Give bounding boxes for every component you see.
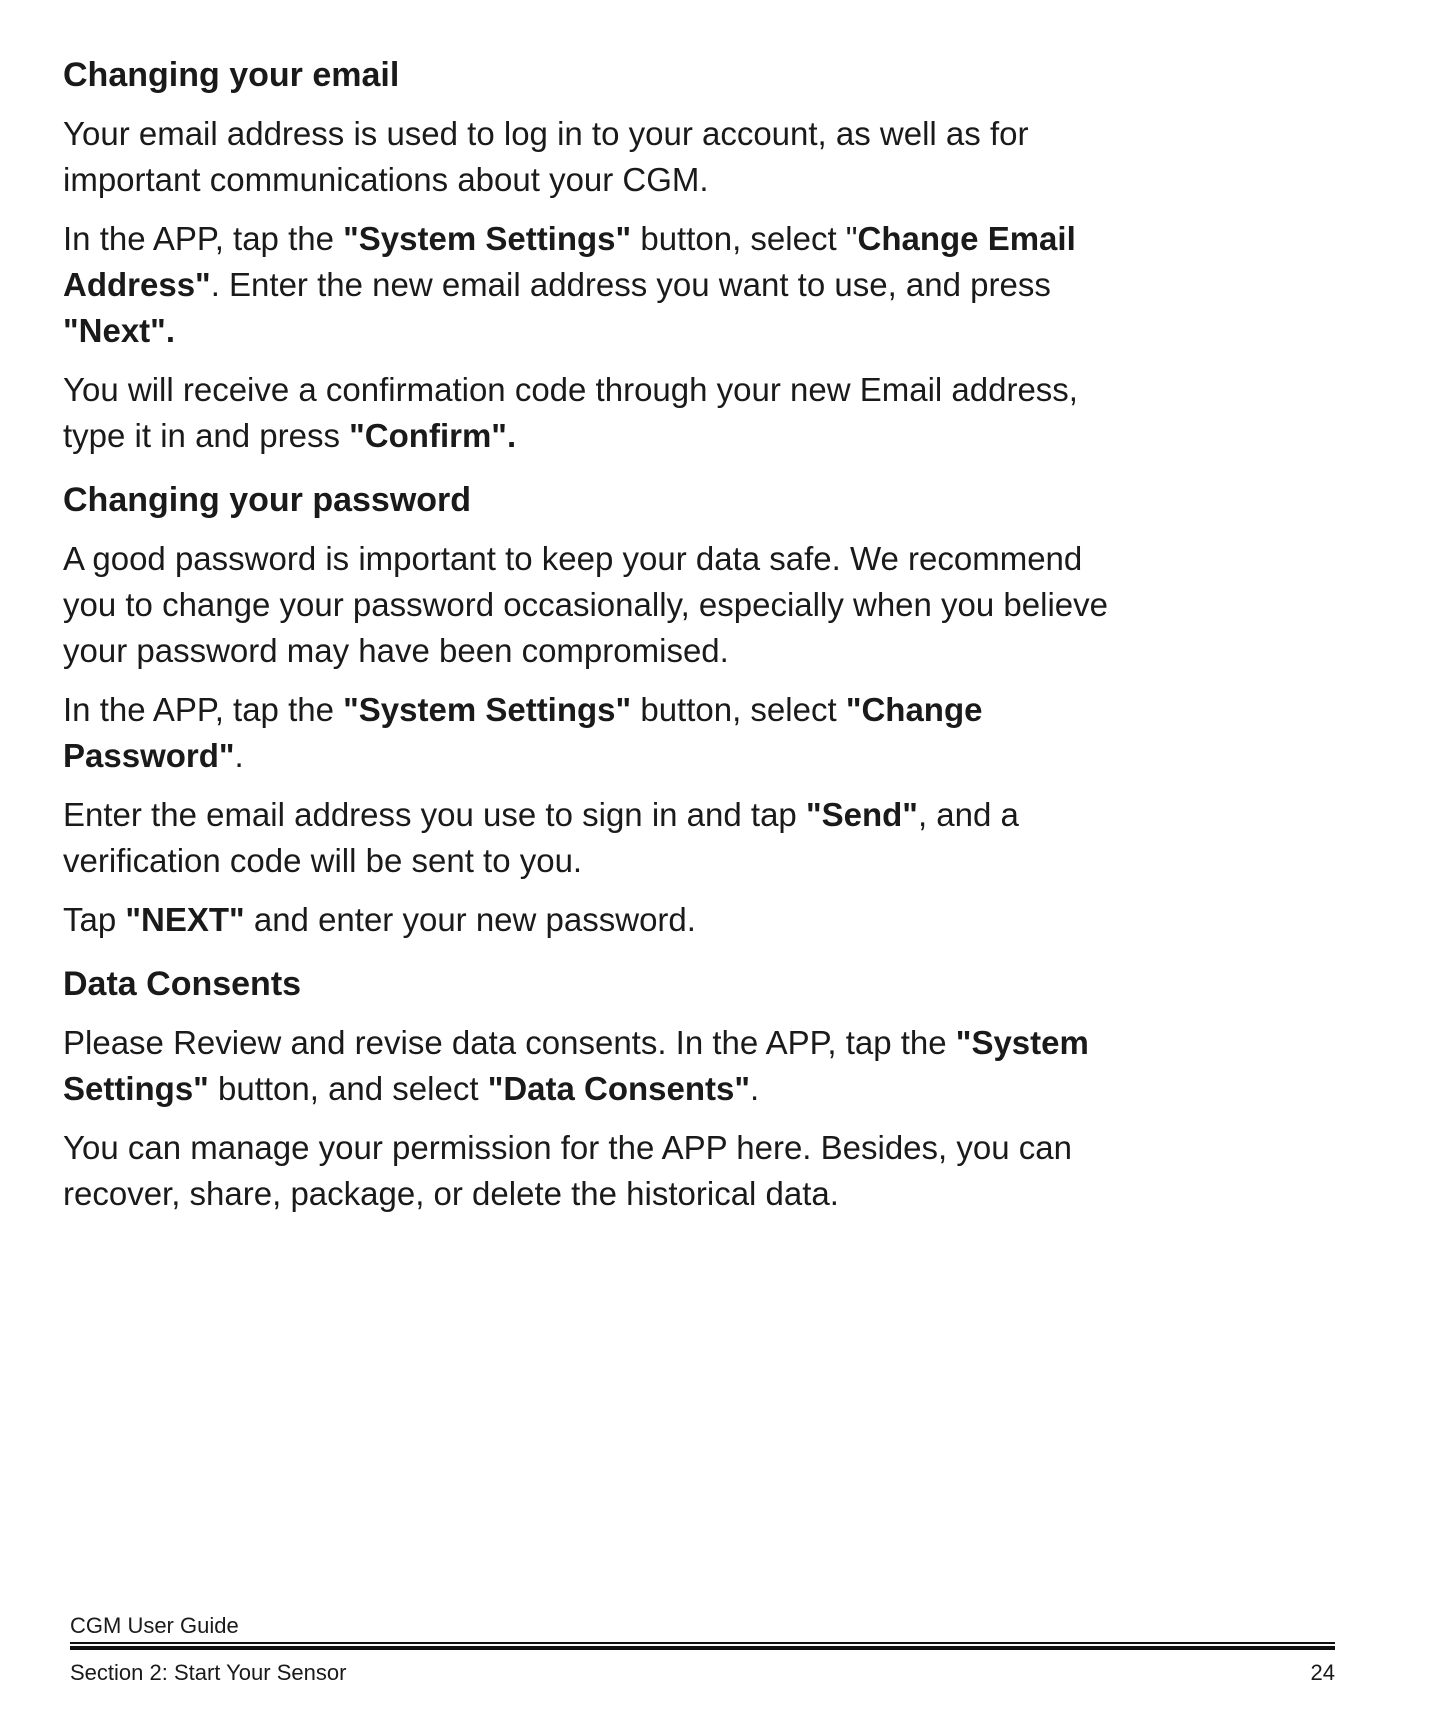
text-line: you to change your password occasionally, especially when you believe: [63, 586, 1108, 623]
text-line: You will receive a confirmation code through your new Email address,: [63, 371, 1078, 408]
section-heading: Changing your email: [63, 56, 400, 94]
paragraph: [63, 111, 1398, 203]
paragraph: [63, 687, 1398, 779]
footer-page-number: 24: [1310, 1660, 1335, 1685]
paragraph: [63, 536, 1398, 674]
paragraph: [63, 1020, 1398, 1112]
paragraph: [63, 216, 1398, 354]
paragraph: [63, 367, 1398, 459]
paragraph: [63, 897, 1398, 943]
footer-doc-title: CGM User Guide: [70, 1613, 239, 1638]
text-line: type it in and press "Confirm".: [63, 417, 517, 454]
footer-rule-thick: [70, 1646, 1335, 1650]
text-line: verification code will be sent to you.: [63, 842, 583, 879]
text-line: important communications about your CGM.: [63, 161, 709, 198]
text-line: Settings" button, and select "Data Consents".: [63, 1070, 760, 1107]
text-line: You can manage your permission for the APP here. Besides, you can: [63, 1129, 1072, 1166]
document-body: [63, 52, 1398, 1230]
section-heading: Data Consents: [63, 965, 302, 1003]
text-line: recover, share, package, or delete the historical data.: [63, 1175, 839, 1212]
paragraph: [63, 792, 1398, 884]
page-footer: [70, 1612, 1335, 1686]
text-line: Please Review and revise data consents. In the APP, tap the "System: [63, 1024, 1089, 1061]
text-line: Your email address is used to log in to your account, as well as for: [63, 115, 1029, 152]
footer-rule-thin: [70, 1642, 1335, 1644]
text-line: Address". Enter the new email address you want to use, and press: [63, 266, 1051, 303]
footer-section-label: Section 2: Start Your Sensor: [70, 1660, 347, 1685]
text-line: Tap "NEXT" and enter your new password.: [63, 901, 696, 938]
text-line: "Next".: [63, 312, 175, 349]
text-line: In the APP, tap the "System Settings" button, select "Change Email: [63, 220, 1076, 257]
text-line: Enter the email address you use to sign in and tap "Send", and a: [63, 796, 1019, 833]
text-line: your password may have been compromised.: [63, 632, 729, 669]
section-heading: Changing your password: [63, 481, 472, 519]
text-line: In the APP, tap the "System Settings" button, select "Change: [63, 691, 983, 728]
paragraph: [63, 1125, 1398, 1217]
text-line: Password".: [63, 737, 244, 774]
text-line: A good password is important to keep your data safe. We recommend: [63, 540, 1083, 577]
